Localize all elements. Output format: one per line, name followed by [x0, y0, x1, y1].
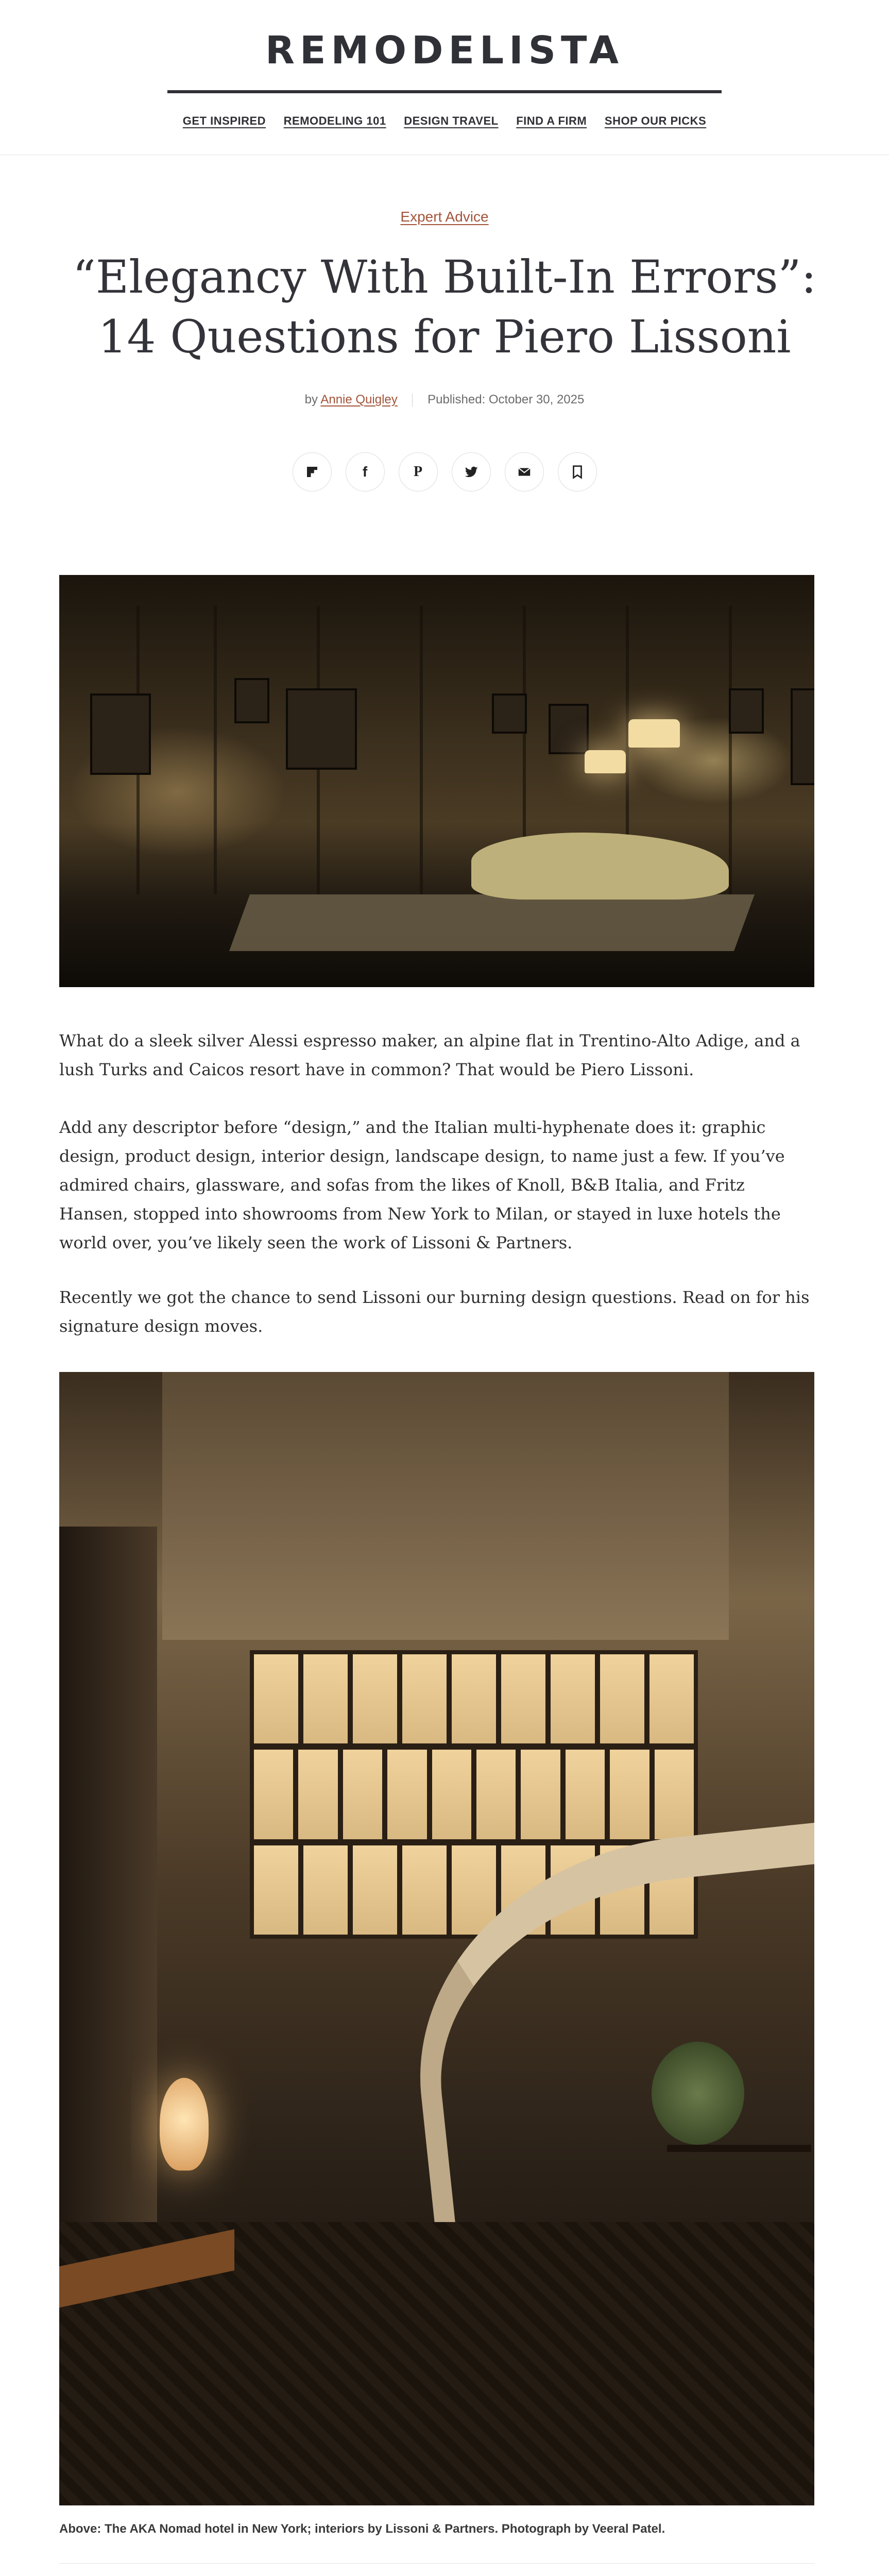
site-header — [0, 0, 889, 155]
twitter-icon — [464, 464, 479, 480]
author-link[interactable]: Annie Quigley — [320, 393, 398, 406]
nav-shop-our-picks[interactable]: SHOP OUR PICKS — [604, 114, 707, 127]
article-category-link[interactable]: Expert Advice — [400, 209, 489, 225]
nav-get-inspired[interactable]: GET INSPIRED — [182, 114, 266, 127]
hotel-lobby-image — [59, 1372, 814, 2505]
twitter-share-button[interactable] — [452, 452, 491, 492]
published-date: Published: October 30, 2025 — [428, 393, 585, 406]
site-logo[interactable]: REMODELISTA — [265, 28, 624, 73]
byline — [0, 393, 889, 407]
section-divider — [59, 2563, 814, 2564]
intro-paragraph-1: What do a sleek silver Alessi espresso maker, an alpine flat in Trentino-Alto Adige, and a lush Turks and Caicos resort have in common? That would be Piero Lissoni. — [59, 1031, 800, 1079]
image-caption: Above: The AKA Nomad hotel in New York; interiors by Lissoni & Partners. Photograph by Veeral Patel. — [59, 2522, 665, 2536]
article-title — [0, 247, 889, 367]
intro-paragraph-3: Recently we got the chance to send Lissoni our burning design questions. Read on for his signature design moves. — [59, 1287, 810, 1336]
pinterest-share-button[interactable] — [399, 452, 438, 492]
nav-divider — [167, 90, 722, 93]
flipboard-share-button[interactable] — [293, 452, 332, 492]
facebook-icon: f — [362, 464, 368, 480]
nav-find-a-firm[interactable]: FIND A FIRM — [516, 114, 587, 127]
pinterest-icon: P — [413, 464, 423, 480]
main-nav — [0, 114, 889, 128]
email-share-button[interactable] — [505, 452, 544, 492]
hero-image-living-room — [59, 575, 814, 987]
nav-remodeling-101[interactable]: REMODELING 101 — [283, 114, 386, 127]
intro-paragraph-2: Add any descriptor before “design,” and the Italian multi-hyphenate does it: graphic design, product design, interior design, landscape design, to name just a few. If you’ve admired chairs, glassware, and sofas from the likes of Knoll, B&B Italia, and Fritz Hansen, stopped into showrooms from New York to Milan, or stayed in luxe hotels the world over, you’ve likely seen the work of Lissoni & Partners. — [59, 1117, 785, 1252]
nav-design-travel[interactable]: DESIGN TRAVEL — [404, 114, 499, 127]
bookmark-icon — [570, 464, 585, 480]
flipboard-icon — [304, 464, 320, 480]
title-line-1: “Elegancy With Built-In Errors”: — [72, 250, 817, 303]
by-label: by — [304, 393, 318, 406]
title-line-2: 14 Questions for Piero Lissoni — [98, 310, 791, 363]
bookmark-button[interactable] — [558, 452, 597, 492]
share-bar — [0, 452, 889, 492]
byline-separator — [412, 394, 413, 407]
facebook-share-button[interactable] — [346, 452, 385, 492]
email-icon — [517, 464, 532, 480]
